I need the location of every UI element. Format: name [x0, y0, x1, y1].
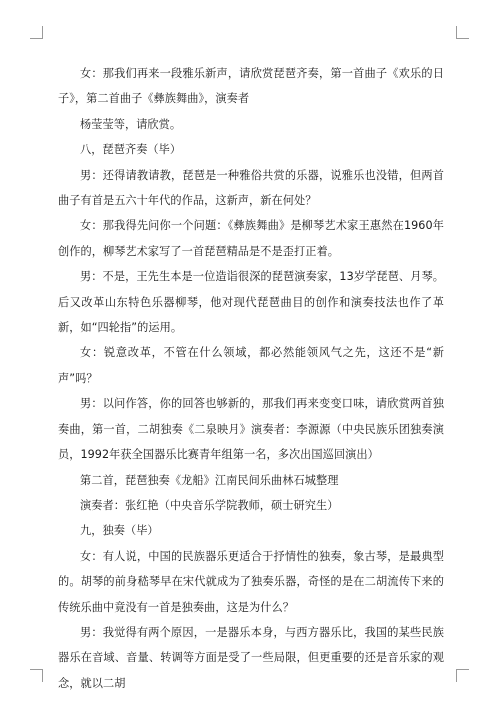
paragraph: 女：有人说，中国的民族器乐更适合于抒情性的独奏，象古琴，是最典型的。胡琴的前身嵇琴早在宋代就成为了独奏乐器，奇怪的是在二胡流传下来的传统乐曲中竟没有一首是独奏曲，这是为什么？ [58, 549, 444, 614]
crop-mark-top-right [456, 26, 469, 39]
paragraph: 女：锐意改革，不管在什么领域，都必然能领风气之先，这还不是“新声”吗？ [58, 346, 444, 385]
section-heading: 九，独奏（毕） [80, 524, 159, 538]
paragraph: 第二首，琵琶独奏《龙船》江南民间乐曲林石城整理 [80, 473, 339, 487]
paragraph: 男：不是，王先生本是一位造诣很深的琵琶演奏家，13岁学琵琶、月琴。后又改革山东特色乐器柳琴，他对现代琵琶曲目的创作和演奏技法也作了革新，如“四轮指”的运用。 [58, 270, 444, 335]
paragraph: 杨莹莹等，请欣赏。 [80, 117, 182, 131]
crop-mark-bottom-right [456, 669, 469, 682]
paragraph: 男：以问作答，你的回答也够新的，那我们再来变变口味，请欣赏两首独奏曲，第一首，二胡独奏《二泉映月》演奏者：李源源（中央民族乐团独奏演员，1992年获全国器乐比赛青年组第一名，多次出国巡回演出） [58, 397, 444, 462]
document-body [58, 61, 444, 696]
paragraph: 男：我觉得有两个原因，一是器乐本身，与西方器乐比，我国的某些民族器乐在音域、音量、转调等方面是受了一些局限，但更重要的还是音乐家的观念，就以二胡 [58, 625, 444, 690]
paragraph: 男：还得请教请教，琵琶是一种雅俗共赏的乐器，说雅乐也没错，但两首曲子有首是五六十年代的作品，这新声，新在何处？ [58, 168, 444, 208]
paragraph: 女：那我们再来一段雅乐新声，请欣赏琵琶齐奏，第一首曲子《欢乐的日子》，第二首曲子《彝族舞曲》，演奏者 [58, 67, 444, 106]
paragraph: 女：那我得先问你一个问题：《彝族舞曲》是柳琴艺术家王惠然在1960年创作的，柳琴艺术家写了一首琵琶精品是不是歪打正着。 [58, 219, 444, 258]
crop-mark-top-left [30, 26, 43, 39]
paragraph: 演奏者：张红艳（中央音乐学院教师，硕士研究生） [80, 498, 339, 512]
section-heading: 八，琵琶齐奏（毕） [80, 143, 182, 157]
crop-mark-bottom-left [30, 669, 43, 682]
